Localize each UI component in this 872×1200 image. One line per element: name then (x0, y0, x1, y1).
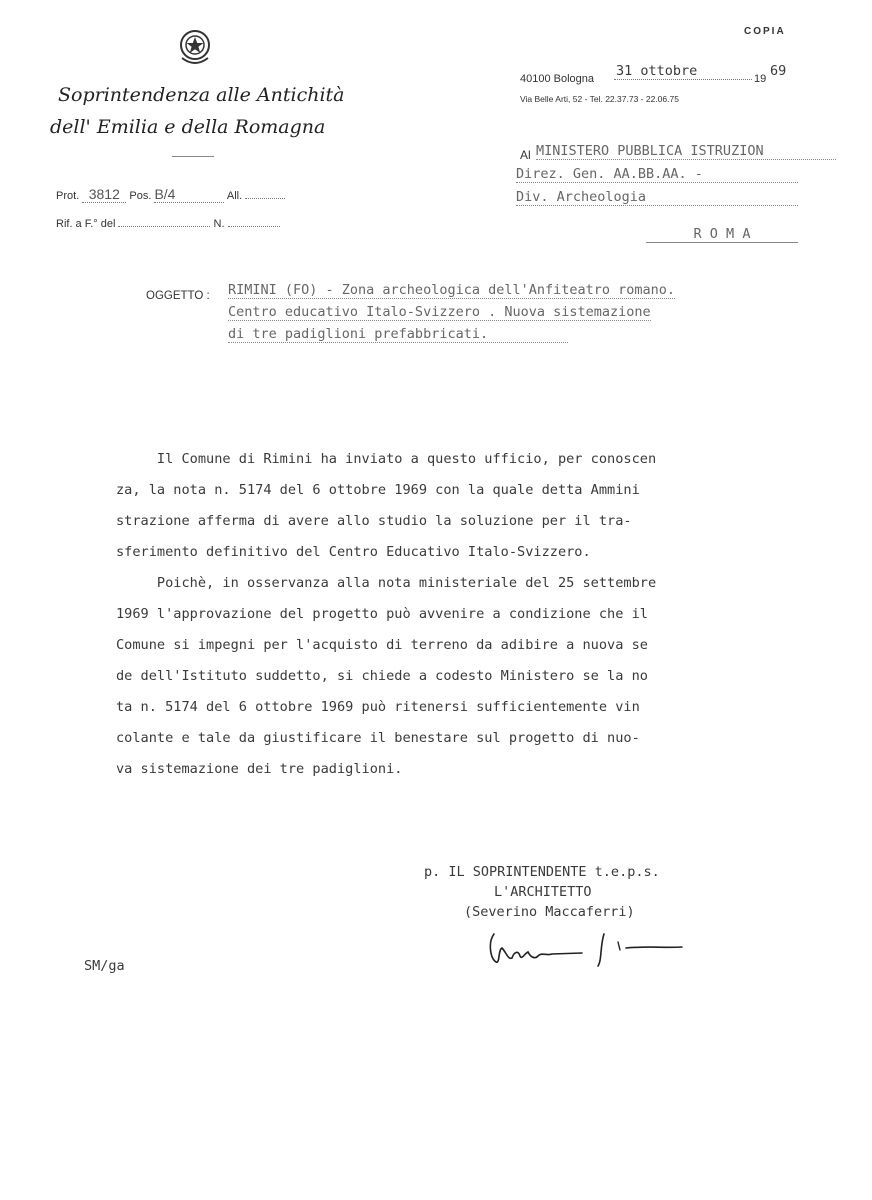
office-name-line-2: dell' Emilia e della Romagna (50, 116, 326, 138)
prot-value: 3812 (82, 186, 126, 203)
body-line: va sistemazione dei tre padiglioni. (116, 761, 403, 777)
signature-line-3: (Severino Maccaferri) (464, 904, 635, 920)
pos-value: B/4 (154, 186, 224, 203)
recipient-line-1: MINISTERO PUBBLICA ISTRUZION (536, 143, 836, 160)
recipient-prefix: Al (520, 148, 531, 162)
all-value (245, 198, 285, 199)
republic-emblem-icon (178, 28, 212, 66)
date-year-suffix: 69 (770, 63, 787, 79)
body-line: colante e tale da giustificare il benestare sul progetto di nuo- (116, 730, 640, 746)
copy-label: COPIA (744, 26, 786, 37)
subject-line-3: di tre padiglioni prefabbricati. (228, 326, 568, 343)
recipient-city: R O M A (646, 226, 798, 243)
recipient-line-2: Direz. Gen. AA.BB.AA. - (516, 166, 798, 183)
n-label: N. (213, 218, 225, 230)
address-line: Via Belle Arti, 52 - Tel. 22.37.73 - 22.06.75 (520, 94, 679, 104)
body-line: za, la nota n. 5174 del 6 ottobre 1969 con la quale detta Ammini (116, 482, 640, 498)
prot-label: Prot. (56, 190, 80, 202)
office-name-line-1: Soprintendenza alle Antichità (58, 84, 345, 106)
all-label: All. (226, 190, 243, 202)
body-line: de dell'Istituto suddetto, si chiede a codesto Ministero se la no (116, 668, 648, 684)
subject-line-1: RIMINI (FO) - Zona archeologica dell'Anfiteatro romano. (228, 282, 676, 298)
signature-line-1: p. IL SOPRINTENDENTE t.e.p.s. (424, 864, 660, 880)
body-line: Il Comune di Rimini ha inviato a questo ufficio, per conoscen (116, 451, 657, 467)
body-line: ta n. 5174 del 6 ottobre 1969 può ritenersi sufficientemente vin (116, 699, 640, 715)
city-label: 40100 Bologna (520, 73, 595, 85)
body-line: strazione afferma di avere allo studio la soluzione per il tra- (116, 513, 632, 529)
handwritten-signature (486, 922, 686, 972)
body-line: 1969 l'approvazione del progetto può avvenire a condizione che il (116, 606, 648, 622)
body-line: Comune si impegni per l'acquisto di terreno da adibire a nuova se (116, 637, 648, 653)
date-day-month: 31 ottobre (614, 63, 752, 80)
date-year-prefix: 19 (754, 73, 767, 85)
body-line: sferimento definitivo del Centro Educativo Italo-Svizzero. (116, 544, 591, 560)
heading-divider (172, 156, 214, 157)
subject-label: OGGETTO : (146, 290, 210, 302)
n-value (228, 226, 280, 227)
signature-line-2: L'ARCHITETTO (494, 884, 592, 900)
pos-label: Pos. (129, 190, 152, 202)
subject-line-2: Centro educativo Italo-Svizzero . Nuova sistemazione (228, 304, 651, 320)
typist-initials: SM/ga (84, 958, 125, 974)
rif-value (118, 226, 210, 227)
body-line: Poichè, in osservanza alla nota ministeriale del 25 settembre (116, 575, 657, 591)
recipient-line-3: Div. Archeologia (516, 189, 798, 206)
rif-label: Rif. a F.° del (56, 218, 116, 230)
